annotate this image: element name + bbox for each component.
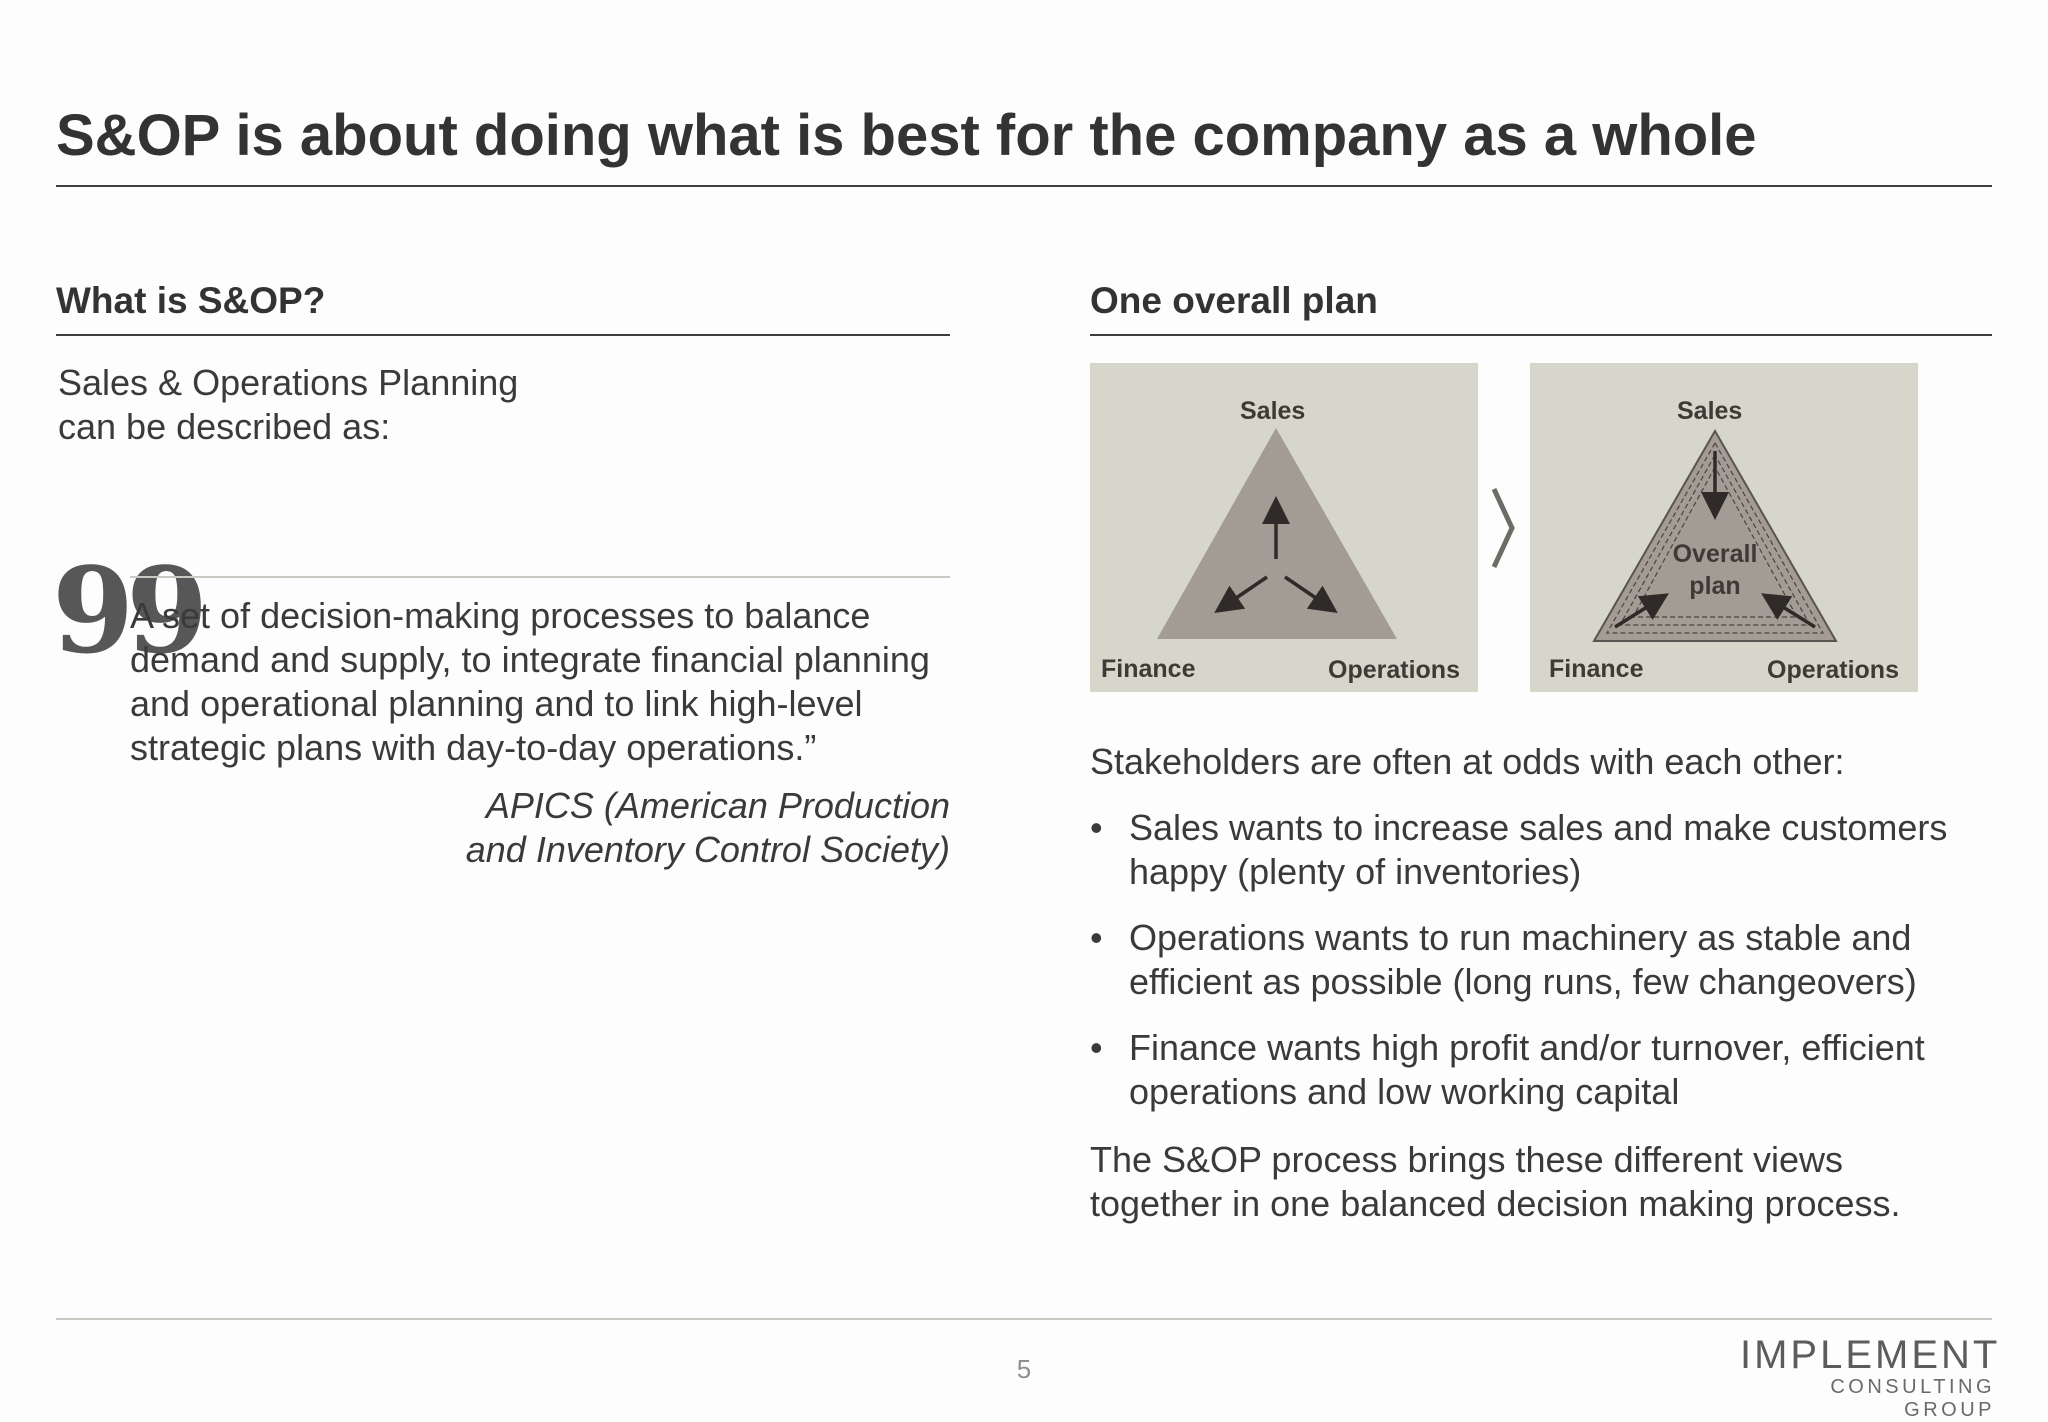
- bullet-line: operations and low working capital: [1129, 1071, 1680, 1112]
- diagram-label-sales: Sales: [1677, 397, 1743, 425]
- quote-line: strategic plans with day-to-day operations.”: [130, 727, 817, 768]
- quote-line: demand and supply, to integrate financial planning: [130, 639, 930, 680]
- bullet-icon: •: [1090, 917, 1103, 958]
- diagram-label-operations: Operations: [1328, 656, 1460, 684]
- quote-line: and operational planning and to link high-level: [130, 683, 863, 724]
- intro-text: [58, 361, 518, 449]
- stakeholder-diagram: [1090, 363, 1478, 692]
- company-logo-subtitle: CONSULTING GROUP: [1830, 1376, 1995, 1421]
- title-rule: [56, 185, 1992, 187]
- left-heading-rule: [56, 334, 950, 336]
- bullet-line: Finance wants high profit and/or turnover, efficient: [1129, 1027, 1925, 1068]
- quote-rule: [130, 576, 950, 578]
- list-item: [1090, 806, 1990, 894]
- stakeholder-bullets: [1090, 806, 1990, 1136]
- overall-plan-diagram: [1530, 363, 1918, 692]
- diagram-label-overall: Overall: [1672, 540, 1758, 568]
- right-heading: One overall plan: [1090, 280, 1378, 321]
- diagram-label-finance: Finance: [1549, 655, 1644, 683]
- bullet-line: Operations wants to run machinery as stable and: [1129, 917, 1912, 958]
- list-item: [1090, 1026, 1990, 1114]
- bullet-line: efficient as possible (long runs, few changeovers): [1129, 961, 1917, 1002]
- footer-rule: [56, 1318, 1992, 1320]
- quote-line: A set of decision-making processes to balance: [130, 595, 871, 636]
- page-number: 5: [1016, 1354, 1032, 1384]
- right-heading-rule: [1090, 334, 1992, 336]
- source-line: APICS (American Production: [485, 785, 950, 826]
- intro-line: Sales & Operations Planning: [58, 362, 519, 403]
- diagram-label-operations: Operations: [1767, 656, 1899, 684]
- bullet-icon: •: [1090, 1027, 1103, 1068]
- bullet-line: Sales wants to increase sales and make customers: [1129, 807, 1948, 848]
- closing-quote-icon: 99: [52, 541, 201, 680]
- left-heading: What is S&OP?: [56, 280, 326, 321]
- bullet-line: happy (plenty of inventories): [1129, 851, 1582, 892]
- diagram-label-plan: plan: [1689, 572, 1741, 600]
- conclusion-text: [1090, 1138, 1901, 1226]
- source-line: and Inventory Control Society): [465, 829, 950, 870]
- conclusion-line: The S&OP process brings these different views: [1090, 1139, 1844, 1180]
- slide-title: S&OP is about doing what is best for the company as a whole: [56, 103, 1757, 168]
- chevron-right-icon: [1488, 485, 1520, 571]
- bullet-icon: •: [1090, 807, 1103, 848]
- company-logo: IMPLEMENT: [1740, 1333, 2001, 1377]
- quote-source: [330, 784, 950, 872]
- conclusion-line: together in one balanced decision making process.: [1090, 1183, 1901, 1224]
- quote-text: [130, 594, 960, 770]
- list-item: [1090, 916, 1990, 1004]
- diagram-label-finance: Finance: [1101, 655, 1196, 683]
- diagram-label-sales: Sales: [1240, 397, 1306, 425]
- intro-line: can be described as:: [58, 406, 391, 447]
- stakeholder-intro: Stakeholders are often at odds with each other:: [1090, 741, 1845, 782]
